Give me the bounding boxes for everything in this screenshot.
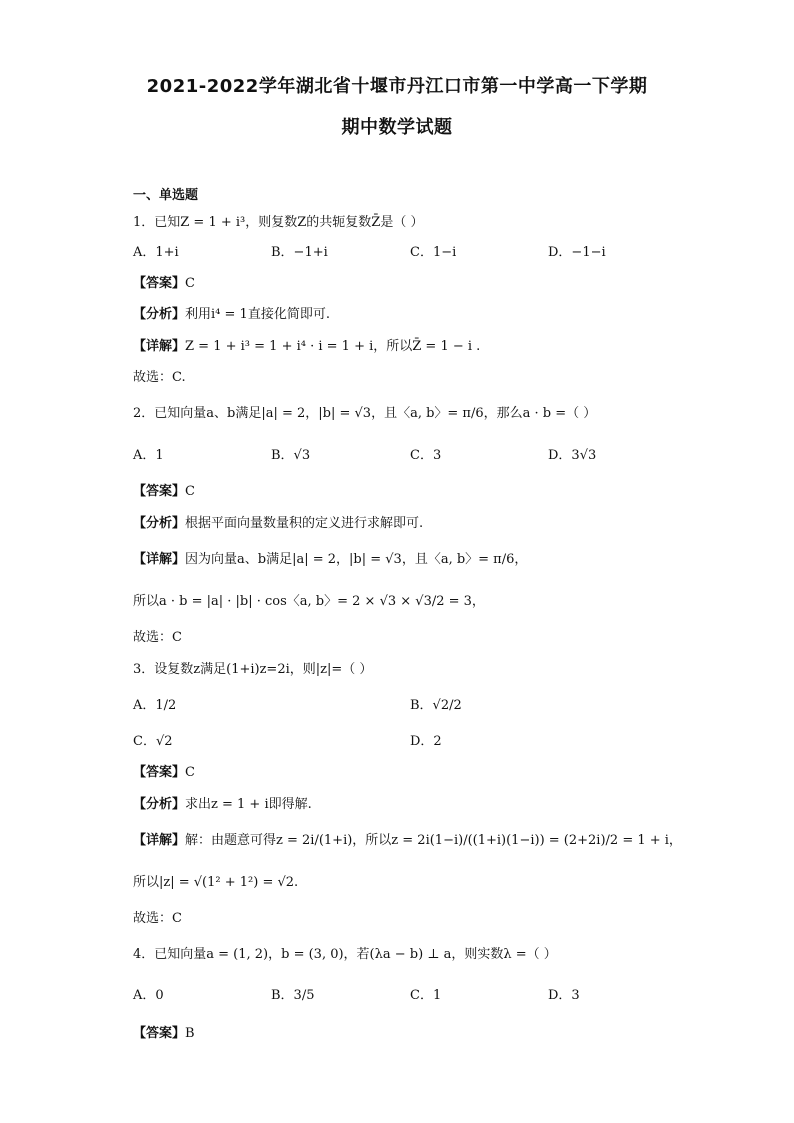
q4-answer-value: B [185, 1026, 195, 1041]
q1-option-b: B．−1+i [271, 245, 328, 260]
q1-answer-value: C [185, 276, 195, 291]
answer-tag: 【答案】 [133, 1026, 186, 1041]
doc-title-line1: 2021-2022学年湖北省十堰市丹江口市第一中学高一下学期 [146, 76, 648, 97]
answer-tag: 【答案】 [133, 276, 186, 291]
analysis-tag: 【分析】 [133, 307, 186, 322]
q3-option-d: D．2 [410, 734, 442, 749]
q2-detail [133, 550, 527, 570]
doc-title-line2: 期中数学试题 [341, 117, 453, 138]
q4-option-c: C．1 [410, 988, 442, 1003]
q4-option-d: D．3 [548, 988, 580, 1003]
q3-analysis-text: 求出z = 1 + i即得解. [185, 797, 312, 812]
q1-detail-text: Z = 1 + i³ = 1 + i⁴ · i = 1 + i，所以Z̄ = 1 − i . [185, 339, 481, 354]
q4-stem: 4．已知向量a = (1, 2)，b = (3, 0)，若(λa − b) ⊥ a，则实数λ =（ ） [133, 947, 557, 962]
q3-detail-text: 解：由题意可得z = 2i/(1+i)，所以z = 2i(1−i)/((1+i)(1−i)) = (2+2i)/2 = 1 + i， [185, 833, 682, 848]
q3-analysis [133, 795, 312, 815]
q4-option-b: B．3/5 [271, 988, 315, 1003]
q3-answer [133, 763, 195, 783]
answer-tag: 【答案】 [133, 765, 186, 780]
q1-conclusion: 故选：C. [133, 370, 186, 385]
q3-stem: 3．设复数z满足(1+i)z=2i，则|z|=（ ） [133, 662, 373, 677]
q1-analysis [133, 305, 330, 325]
q2-option-b: B．√3 [271, 448, 311, 463]
q1-option-d: D．−1−i [548, 245, 606, 260]
detail-tag: 【详解】 [133, 833, 186, 848]
q3-option-b: B．√2/2 [410, 698, 462, 713]
q2-conclusion: 故选：C [133, 630, 182, 645]
analysis-tag: 【分析】 [133, 797, 186, 812]
q2-option-d: D．3√3 [548, 448, 597, 463]
detail-tag: 【详解】 [133, 552, 186, 567]
q4-option-a: A．0 [133, 988, 164, 1003]
q3-detail2: 所以|z| = √(1² + 1²) = √2. [133, 875, 299, 890]
q2-stem: 2．已知向量a、b满足|a| = 2，|b| = √3，且〈a, b〉= π/6，那么a · b =（ ） [133, 406, 597, 421]
section-heading: 一、单选题 [133, 188, 199, 203]
q1-analysis-text: 利用i⁴ = 1直接化简即可. [185, 307, 330, 322]
q2-option-a: A．1 [133, 448, 164, 463]
q1-option-a: A．1+i [133, 245, 179, 260]
q2-analysis-text: 根据平面向量数量积的定义进行求解即可. [185, 516, 424, 531]
q3-answer-value: C [185, 765, 195, 780]
q3-option-a: A．1/2 [133, 698, 177, 713]
analysis-tag: 【分析】 [133, 516, 186, 531]
q1-detail [133, 337, 480, 357]
q2-detail2: 所以a · b = |a| · |b| · cos〈a, b〉= 2 × √3 × √3/2 = 3， [133, 594, 485, 609]
q3-detail [133, 831, 682, 851]
q2-answer [133, 482, 195, 502]
q1-answer [133, 274, 195, 294]
q1-stem: 1．已知Z = 1 + i³，则复数Z的共轭复数Z̄是（ ） [133, 215, 424, 230]
q4-answer [133, 1024, 195, 1044]
q2-detail-text: 因为向量a、b满足|a| = 2，|b| = √3，且〈a, b〉= π/6， [185, 552, 528, 567]
answer-tag: 【答案】 [133, 484, 186, 499]
q2-option-c: C．3 [410, 448, 442, 463]
q3-option-c: C．√2 [133, 734, 173, 749]
q2-analysis [133, 514, 423, 534]
detail-tag: 【详解】 [133, 339, 186, 354]
q2-answer-value: C [185, 484, 195, 499]
q3-conclusion: 故选：C [133, 911, 182, 926]
q1-option-c: C．1−i [410, 245, 457, 260]
